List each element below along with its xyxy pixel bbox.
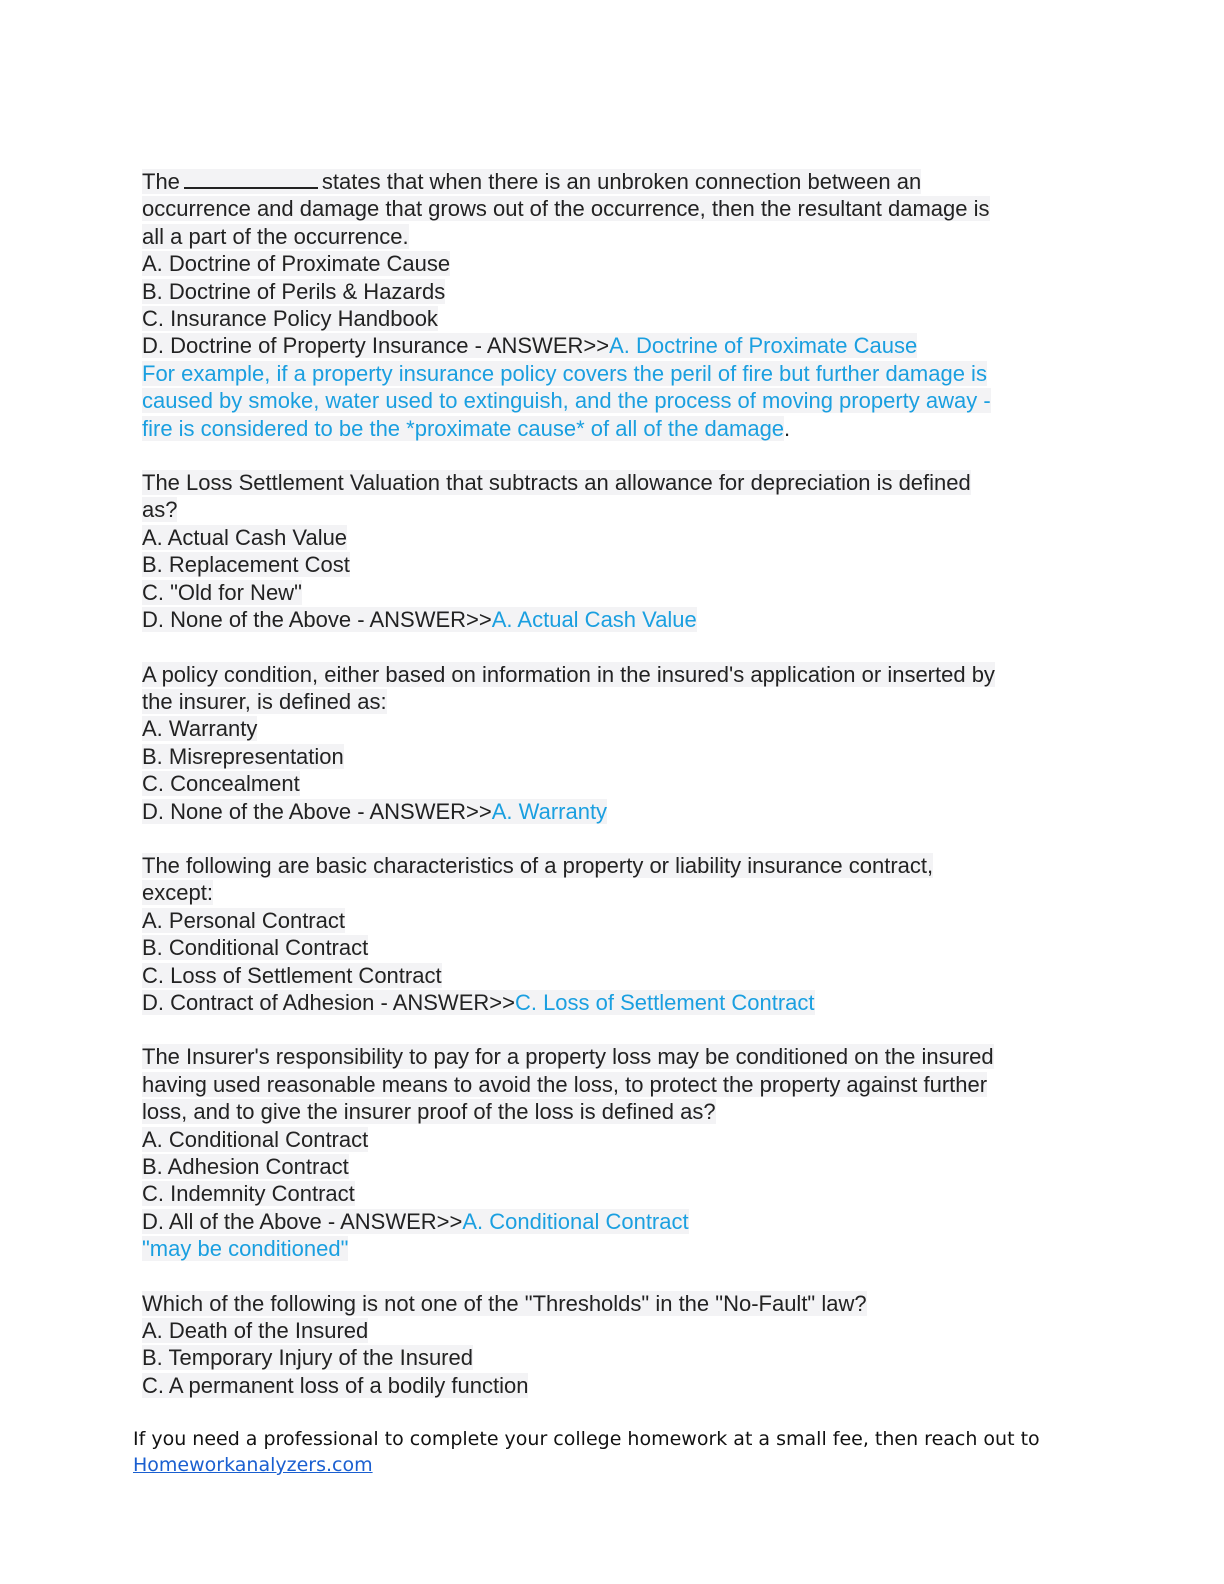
question-stem: occurrence and damage that grows out of the occurrence, then the resultant damage is — [142, 196, 990, 222]
question-stem: all a part of the occurrence. — [142, 223, 409, 249]
option: D. Contract of Adhesion - ANSWER>> — [142, 989, 515, 1015]
explanation-period: . — [784, 415, 791, 441]
option: D. Doctrine of Property Insurance - ANSWER>> — [142, 333, 610, 359]
option: D. None of the Above - ANSWER>> — [142, 798, 492, 824]
question-5 — [142, 1043, 1077, 1262]
option: C. A permanent loss of a bodily function — [142, 1372, 529, 1398]
answer: C. Loss of Settlement Contract — [514, 989, 815, 1015]
question-stem: the insurer, is defined as: — [142, 688, 387, 714]
question-1 — [142, 168, 1077, 442]
footer-link[interactable]: Homeworkanalyzers.com — [133, 1454, 373, 1476]
question-stem: The Loss Settlement Valuation that subtracts an allowance for depreciation is defined — [142, 470, 971, 496]
question-6 — [142, 1290, 1077, 1400]
option: C. "Old for New" — [142, 579, 302, 605]
question-stem: The following are basic characteristics of a property or liability insurance contract, — [142, 852, 934, 878]
option: A. Doctrine of Proximate Cause — [142, 251, 451, 277]
option: B. Misrepresentation — [142, 743, 344, 769]
option: C. Indemnity Contract — [142, 1181, 355, 1207]
question-stem: loss, and to give the insurer proof of the loss is defined as? — [142, 1099, 716, 1125]
footer-text: If you need a professional to complete your college homework at a small fee, then reach out to — [133, 1428, 1040, 1450]
fill-in-blank — [184, 169, 318, 189]
question-stem: having used reasonable means to avoid the loss, to protect the property against further — [142, 1071, 988, 1097]
footer-promo — [133, 1426, 1093, 1478]
option: B. Temporary Injury of the Insured — [142, 1345, 473, 1371]
option: A. Actual Cash Value — [142, 524, 348, 550]
option: D. All of the Above - ANSWER>> — [142, 1208, 463, 1234]
answer: A. Doctrine of Proximate Cause — [609, 333, 918, 359]
option: A. Personal Contract — [142, 907, 345, 933]
option: B. Adhesion Contract — [142, 1154, 349, 1179]
question-2 — [142, 469, 1077, 633]
question-stem: as? — [142, 497, 178, 523]
explanation: For example, if a property insurance policy covers the peril of fire but further damage is — [142, 360, 987, 386]
option: B. Doctrine of Perils & Hazards — [142, 278, 446, 304]
explanation: fire is considered to be the *proximate cause* of all of the damage — [142, 415, 785, 441]
answer: A. Warranty — [491, 798, 608, 824]
answer: A. Conditional Contract — [462, 1208, 689, 1234]
option: B. Conditional Contract — [142, 935, 369, 961]
answer: A. Actual Cash Value — [491, 607, 697, 633]
option: D. None of the Above - ANSWER>> — [142, 607, 492, 633]
question-3 — [142, 661, 1077, 825]
option: C. Concealment — [142, 771, 300, 797]
question-stem: The Insurer's responsibility to pay for a property loss may be conditioned on the insured — [142, 1044, 994, 1070]
explanation: "may be conditioned" — [142, 1236, 349, 1262]
option: C. Loss of Settlement Contract — [142, 962, 442, 988]
question-stem: except: — [142, 880, 213, 906]
option: C. Insurance Policy Handbook — [142, 306, 438, 332]
option: A. Conditional Contract — [142, 1126, 369, 1152]
question-4 — [142, 852, 1077, 1016]
question-stem: states that when there is an unbroken connection between an — [321, 169, 922, 194]
question-stem: A policy condition, either based on information in the insured's application or inserted by — [142, 661, 995, 687]
option: B. Replacement Cost — [142, 552, 350, 578]
question-stem: Which of the following is not one of the "Thresholds" in the "No-Fault" law? — [142, 1290, 867, 1316]
option: A. Death of the Insured — [142, 1318, 369, 1344]
question-stem: The — [142, 169, 180, 194]
explanation: caused by smoke, water used to extinguish, and the process of moving property away - — [142, 388, 991, 414]
document-body — [142, 168, 1077, 1426]
option: A. Warranty — [142, 716, 258, 742]
